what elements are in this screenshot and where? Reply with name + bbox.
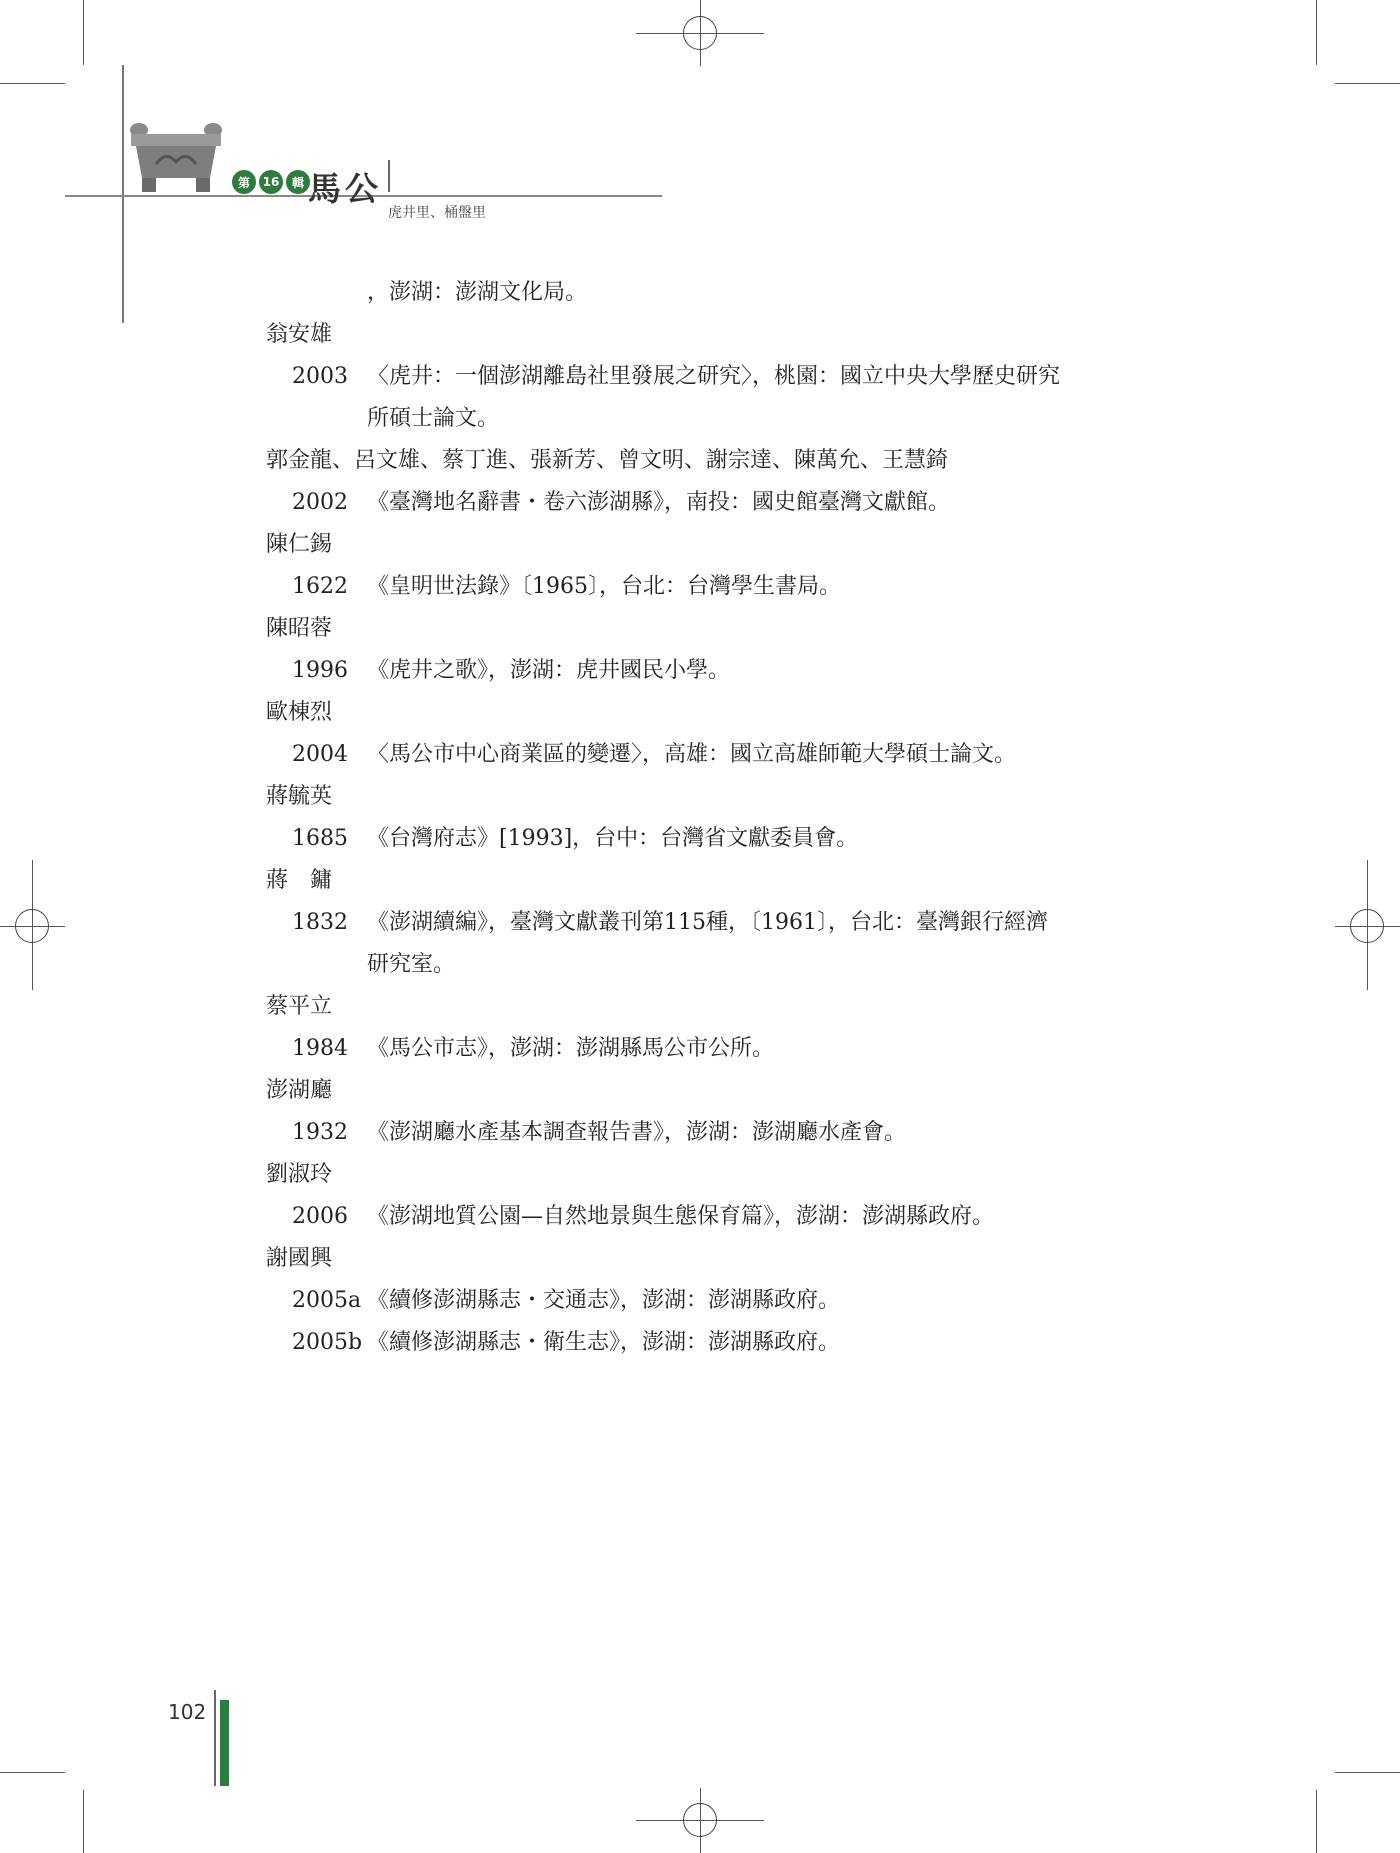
entry-year: 2004 bbox=[292, 742, 348, 767]
author-name: 陳昭蓉 bbox=[266, 616, 333, 641]
author-name: 澎湖廳 bbox=[266, 1078, 333, 1103]
entry-text: 《澎湖續編》，臺灣文獻叢刊第115種，〔1961〕，台北：臺灣銀行經濟 bbox=[367, 910, 1048, 935]
crop-mark bbox=[83, 0, 84, 65]
stone-incense-burner-logo bbox=[126, 120, 226, 195]
bibliography-entry bbox=[266, 1196, 1226, 1238]
bibliography-entry bbox=[266, 650, 1226, 692]
crop-mark bbox=[1335, 83, 1400, 84]
entry-year: 2006 bbox=[292, 1204, 348, 1229]
author-name: 蔣 鏞 bbox=[266, 868, 333, 893]
entry-year: 2005b bbox=[292, 1330, 363, 1355]
crop-mark bbox=[1316, 1790, 1317, 1853]
entry-text: 〈馬公市中心商業區的變遷〉，高雄：國立高雄師範大學碩士論文。 bbox=[367, 742, 1017, 767]
entry-year: 2003 bbox=[292, 364, 348, 389]
header-vertical-rule bbox=[122, 65, 124, 323]
series-badge bbox=[232, 170, 310, 194]
entry-text: 《續修澎湖縣志・交通志》，澎湖：澎湖縣政府。 bbox=[367, 1288, 841, 1313]
entry-text: 《虎井之歌》，澎湖：虎井國民小學。 bbox=[367, 658, 731, 683]
entry-text: 《臺灣地名辭書・卷六澎湖縣》，南投：國史館臺灣文獻館。 bbox=[367, 490, 951, 515]
entry-continuation: ，澎湖：澎湖文化局。 bbox=[367, 280, 588, 305]
crop-mark bbox=[1335, 1772, 1400, 1773]
entry-text: 〈虎井：一個澎湖離島社里發展之研究〉，桃園：國立中央大學歷史研究 bbox=[367, 364, 1061, 389]
badge-suffix: 輯 bbox=[286, 170, 310, 194]
page-number-accent-bar bbox=[220, 1700, 229, 1786]
entry-year: 2002 bbox=[292, 490, 348, 515]
bibliography-list bbox=[266, 272, 1226, 1364]
title-divider bbox=[388, 160, 390, 192]
entry-text: 《台灣府志》[1993]，台中：台灣省文獻委員會。 bbox=[367, 826, 859, 851]
author-name: 謝國興 bbox=[266, 1246, 333, 1271]
author-name: 劉淑玲 bbox=[266, 1162, 333, 1187]
bibliography-entry bbox=[266, 482, 1226, 524]
entry-continuation: 所碩士論文。 bbox=[367, 406, 500, 431]
author-name: 蔡平立 bbox=[266, 994, 333, 1019]
entry-year: 1996 bbox=[292, 658, 348, 683]
crop-mark bbox=[0, 83, 65, 84]
registration-circle bbox=[1350, 909, 1384, 943]
entry-year: 1832 bbox=[292, 910, 348, 935]
crop-mark bbox=[0, 1772, 65, 1773]
author-name: 郭金龍、呂文雄、蔡丁進、張新芳、曾文明、謝宗達、陳萬允、王慧錡 bbox=[266, 448, 949, 473]
page-number-rule bbox=[214, 1690, 216, 1786]
registration-circle bbox=[683, 1803, 717, 1837]
author-name: 歐棟烈 bbox=[266, 700, 333, 725]
entry-year: 1622 bbox=[292, 574, 348, 599]
entry-text: 《澎湖地質公園—自然地景與生態保育篇》，澎湖：澎湖縣政府。 bbox=[367, 1204, 995, 1229]
bibliography-entry bbox=[266, 902, 1226, 944]
bibliography-entry bbox=[266, 1280, 1226, 1322]
entry-text: 《馬公市志》，澎湖：澎湖縣馬公市公所。 bbox=[367, 1036, 775, 1061]
page-number: 102 bbox=[168, 1700, 207, 1724]
bibliography-entry bbox=[266, 1028, 1226, 1070]
crop-mark bbox=[83, 1790, 84, 1853]
registration-circle bbox=[683, 16, 717, 50]
entry-year: 2005a bbox=[292, 1288, 362, 1313]
entry-text: 《皇明世法錄》〔1965〕，台北：台灣學生書局。 bbox=[367, 574, 841, 599]
bibliography-entry bbox=[266, 818, 1226, 860]
author-name: 翁安雄 bbox=[266, 322, 333, 347]
section-subtitle: 虎井里、桶盤里 bbox=[388, 205, 486, 221]
author-name: 蔣毓英 bbox=[266, 784, 333, 809]
entry-year: 1984 bbox=[292, 1036, 348, 1061]
registration-circle bbox=[15, 909, 49, 943]
entry-continuation: 研究室。 bbox=[367, 952, 456, 977]
crop-mark bbox=[1316, 0, 1317, 65]
badge-prefix: 第 bbox=[232, 170, 256, 194]
author-name: 陳仁錫 bbox=[266, 532, 333, 557]
bibliography-entry bbox=[266, 1112, 1226, 1154]
series-title: 馬公 bbox=[308, 169, 382, 208]
entry-year: 1685 bbox=[292, 826, 348, 851]
entry-text: 《續修澎湖縣志・衛生志》，澎湖：澎湖縣政府。 bbox=[367, 1330, 841, 1355]
bibliography-entry bbox=[266, 356, 1226, 398]
bibliography-entry bbox=[266, 734, 1226, 776]
bibliography-entry bbox=[266, 1322, 1226, 1364]
badge-number: 16 bbox=[259, 170, 283, 194]
bibliography-entry bbox=[266, 566, 1226, 608]
entry-year: 1932 bbox=[292, 1120, 348, 1145]
entry-text: 《澎湖廳水產基本調查報告書》，澎湖：澎湖廳水產會。 bbox=[367, 1120, 907, 1145]
